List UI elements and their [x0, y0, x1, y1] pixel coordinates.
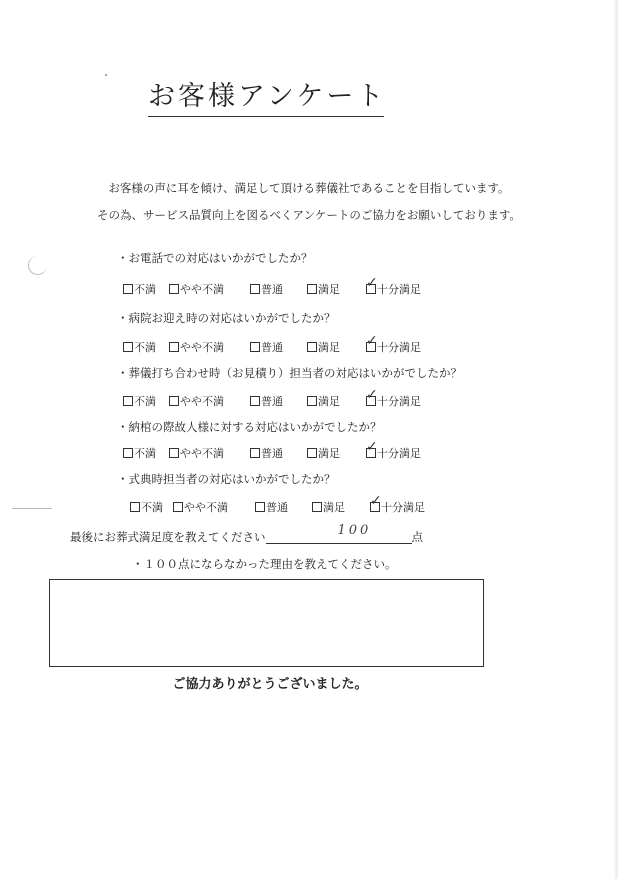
reason-prompt: ・１００点にならなかった理由を教えてください。 [132, 557, 397, 571]
option-not-satisfied[interactable] [130, 499, 163, 515]
option-somewhat-not-satisfied[interactable] [169, 281, 224, 297]
speck [105, 74, 107, 76]
intro-line-1: お客様の声に耳を傾け、満足して頂ける葬儀社であることを目指しています。 [108, 181, 510, 195]
checkbox[interactable] [307, 448, 317, 458]
option-label: 普通 [261, 447, 283, 460]
option-label: やや不満 [180, 395, 224, 408]
checkbox[interactable] [169, 284, 179, 294]
option-somewhat-not-satisfied[interactable] [173, 499, 228, 515]
option-neutral[interactable] [250, 281, 283, 297]
option-label: 普通 [261, 395, 283, 408]
check-mark-icon: ✓ [366, 439, 378, 455]
score-input[interactable] [266, 523, 412, 544]
check-mark-icon: ✓ [370, 493, 382, 509]
option-label: 不満 [134, 283, 156, 296]
score-unit: 点 [411, 530, 423, 544]
score-label: 最後にお葬式満足度を教えてください [70, 530, 266, 544]
checkbox-checked[interactable] [370, 493, 382, 512]
checkbox[interactable] [250, 342, 260, 352]
option-label: 不満 [134, 341, 156, 354]
option-label: やや不満 [180, 283, 224, 296]
option-label: 十分満足 [377, 395, 421, 408]
checkbox[interactable] [169, 342, 179, 352]
question-4: ・納棺の際故人様に対する対応はいかがでしたか？ [117, 420, 382, 434]
option-label: 十分満足 [381, 501, 425, 514]
score-question [70, 523, 423, 545]
checkbox-checked[interactable] [366, 333, 378, 352]
page-edge [613, 0, 618, 879]
option-label: やや不満 [184, 501, 228, 514]
checkbox[interactable] [173, 502, 183, 512]
option-label: 満足 [318, 447, 340, 460]
checkbox[interactable] [123, 284, 133, 294]
option-satisfied[interactable] [312, 499, 345, 515]
fold-mark [12, 508, 52, 509]
option-satisfied[interactable] [307, 445, 340, 461]
option-not-satisfied[interactable] [123, 339, 156, 355]
checkbox-checked[interactable] [366, 387, 378, 406]
checkbox[interactable] [307, 342, 317, 352]
checkbox[interactable] [307, 284, 317, 294]
option-very-satisfied[interactable] [366, 387, 421, 409]
option-label: 普通 [261, 341, 283, 354]
option-label: 十分満足 [377, 341, 421, 354]
check-mark-icon: ✓ [366, 387, 378, 403]
thank-you-message: ご協力ありがとうございました。 [172, 677, 368, 692]
option-label: やや不満 [180, 447, 224, 460]
option-label: 普通 [261, 283, 283, 296]
option-label: 満足 [318, 341, 340, 354]
binder-mark [28, 256, 47, 275]
option-label: 満足 [318, 283, 340, 296]
page-title: お客様アンケート [148, 80, 384, 117]
reason-textarea[interactable] [49, 579, 484, 667]
option-not-satisfied[interactable] [123, 445, 156, 461]
question-2: ・病院お迎え時の対応はいかがでしたか？ [117, 311, 336, 325]
option-label: 普通 [266, 501, 288, 514]
option-label: 十分満足 [377, 447, 421, 460]
option-very-satisfied[interactable] [366, 275, 421, 297]
question-5: ・式典時担当者の対応はいかがでしたか？ [117, 472, 336, 486]
option-very-satisfied[interactable] [370, 493, 425, 515]
checkbox[interactable] [169, 396, 179, 406]
checkbox-checked[interactable] [366, 439, 378, 458]
check-mark-icon: ✓ [366, 333, 378, 349]
option-label: 十分満足 [377, 283, 421, 296]
checkbox[interactable] [123, 396, 133, 406]
option-somewhat-not-satisfied[interactable] [169, 393, 224, 409]
checkbox-checked[interactable] [366, 275, 378, 294]
checkbox[interactable] [312, 502, 322, 512]
option-label: やや不満 [180, 341, 224, 354]
intro-line-2: その為、サービス品質向上を図るべくアンケートのご協力をお願いしております。 [97, 208, 521, 222]
option-label: 満足 [318, 395, 340, 408]
checkbox[interactable] [255, 502, 265, 512]
checkbox[interactable] [123, 342, 133, 352]
option-somewhat-not-satisfied[interactable] [169, 339, 224, 355]
option-satisfied[interactable] [307, 339, 340, 355]
option-neutral[interactable] [255, 499, 288, 515]
option-satisfied[interactable] [307, 281, 340, 297]
checkbox[interactable] [250, 396, 260, 406]
option-very-satisfied[interactable] [366, 439, 421, 461]
option-label: 不満 [134, 395, 156, 408]
checkbox[interactable] [250, 284, 260, 294]
checkbox[interactable] [250, 448, 260, 458]
checkbox[interactable] [130, 502, 140, 512]
question-1: ・お電話での対応はいかがでしたか？ [117, 251, 313, 265]
option-somewhat-not-satisfied[interactable] [169, 445, 224, 461]
checkbox[interactable] [123, 448, 133, 458]
option-not-satisfied[interactable] [123, 281, 156, 297]
option-very-satisfied[interactable] [366, 333, 421, 355]
option-not-satisfied[interactable] [123, 393, 156, 409]
checkbox[interactable] [307, 396, 317, 406]
check-mark-icon: ✓ [366, 275, 378, 291]
checkbox[interactable] [169, 448, 179, 458]
option-neutral[interactable] [250, 339, 283, 355]
option-neutral[interactable] [250, 445, 283, 461]
option-label: 満足 [323, 501, 345, 514]
option-label: 不満 [134, 447, 156, 460]
option-neutral[interactable] [250, 393, 283, 409]
option-label: 不満 [141, 501, 163, 514]
option-satisfied[interactable] [307, 393, 340, 409]
question-3: ・葬儀打ち合わせ時（お見積り）担当者の対応はいかがでしたか？ [117, 366, 462, 380]
score-value: 100 [337, 523, 372, 538]
